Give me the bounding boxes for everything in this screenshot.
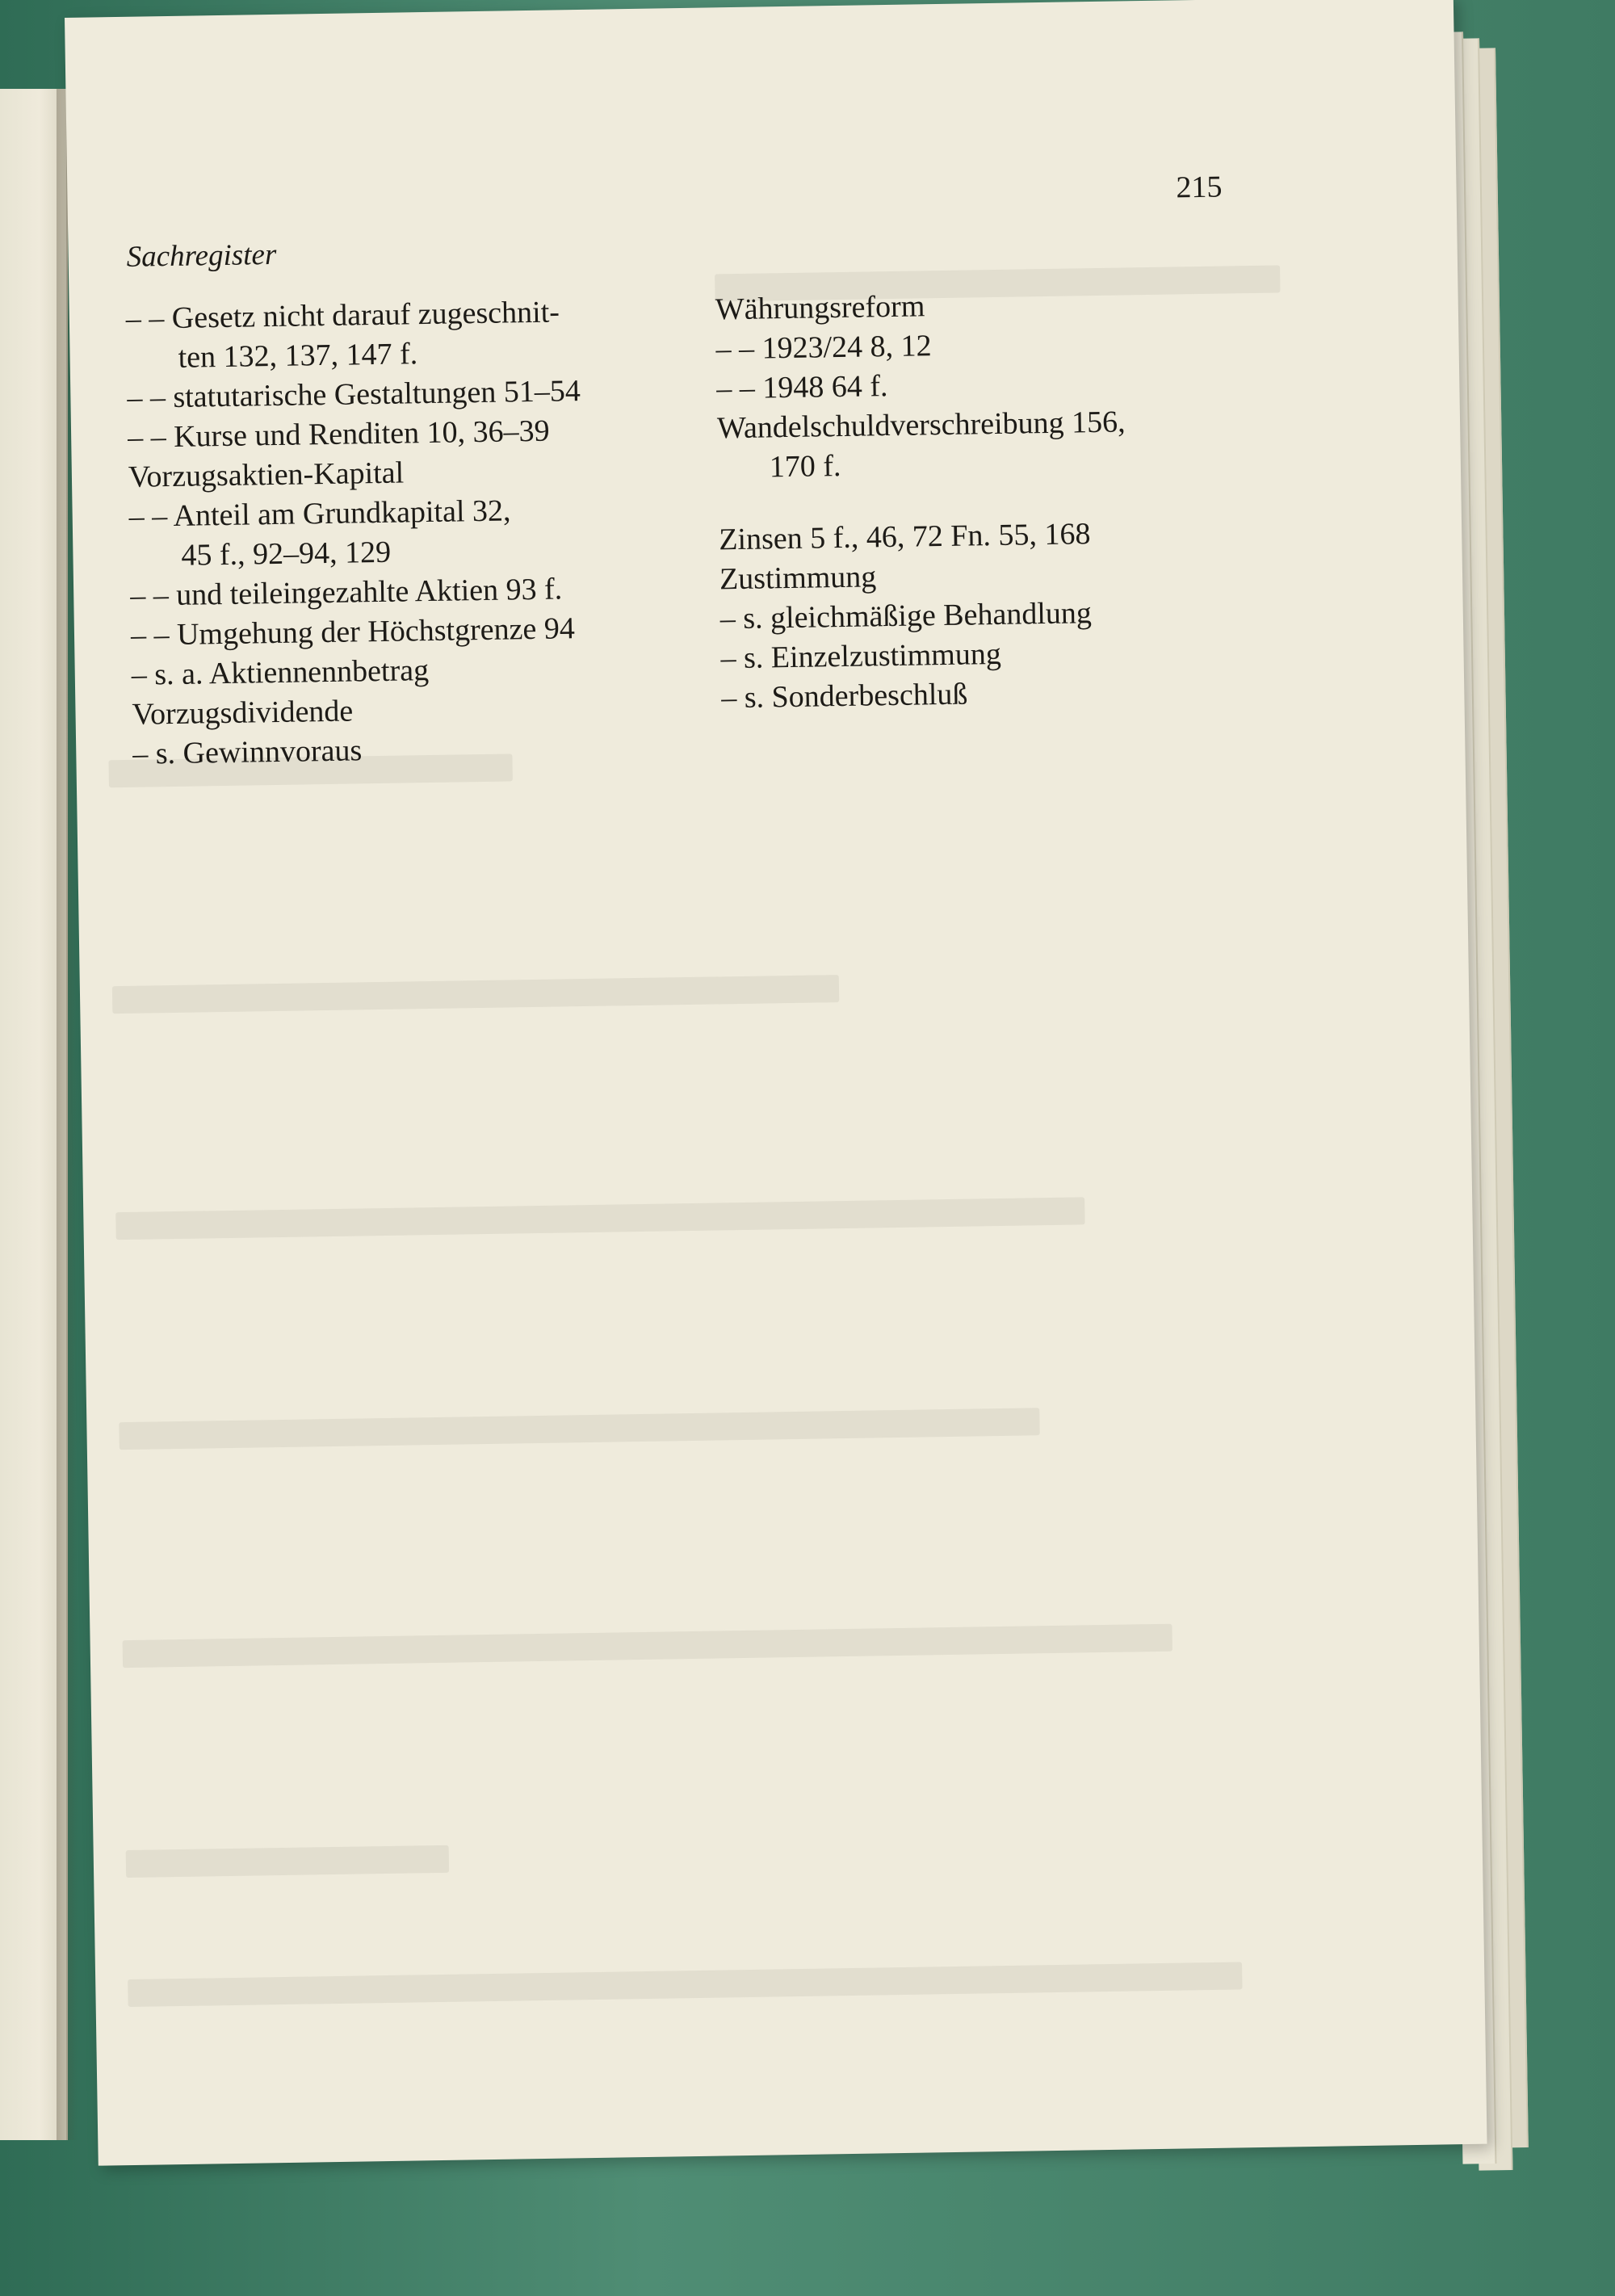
- index-entry: – s. gleichmäßige Behandlung: [719, 596, 1093, 636]
- index-column-left: [125, 292, 649, 774]
- index-entry: – s. Gewinnvoraus: [132, 733, 363, 771]
- page-number: 215: [1176, 170, 1223, 205]
- index-entry: – s. Einzelzustimmung: [720, 636, 1002, 676]
- index-entry: – – 1948 64 f.: [715, 369, 888, 406]
- index-entry: – – Kurse und Renditen 10, 36–39: [127, 413, 550, 455]
- index-entry: – – statutarische Gestaltungen 51–54: [127, 374, 581, 415]
- index-entry: – – 1923/24 8, 12: [715, 329, 932, 367]
- index-column-right: [715, 281, 1286, 718]
- index-entry: Vorzugsaktien-Kapital: [128, 455, 405, 494]
- index-entry: 170 f.: [769, 448, 841, 485]
- index-entry: Wandelschuldverschreibung 156,: [716, 405, 1126, 446]
- index-entry: – s. Sonderbeschluß: [721, 677, 968, 716]
- index-entry: – – Gesetz nicht darauf zugeschnit-: [125, 295, 560, 336]
- index-entry: Zustimmung: [719, 560, 877, 597]
- index-entry: Zinsen 5 f., 46, 72 Fn. 55, 168: [718, 517, 1091, 557]
- running-head: Sachregister: [126, 237, 277, 274]
- book-page: [65, 0, 1487, 2166]
- index-entry: – – Umgehung der Höchstgrenze 94: [130, 611, 576, 653]
- index-entry: – – Anteil am Grundkapital 32,: [128, 493, 511, 534]
- index-entry: 45 f., 92–94, 129: [181, 535, 392, 573]
- index-entry: ten 132, 137, 147 f.: [178, 337, 418, 375]
- index-entry: – – und teileingezahlte Aktien 93 f.: [129, 572, 563, 613]
- index-entry: Währungsreform: [715, 289, 925, 327]
- index-entry: Vorzugsdividende: [132, 694, 354, 732]
- index-entry: – s. a. Aktiennennbetrag: [131, 653, 430, 692]
